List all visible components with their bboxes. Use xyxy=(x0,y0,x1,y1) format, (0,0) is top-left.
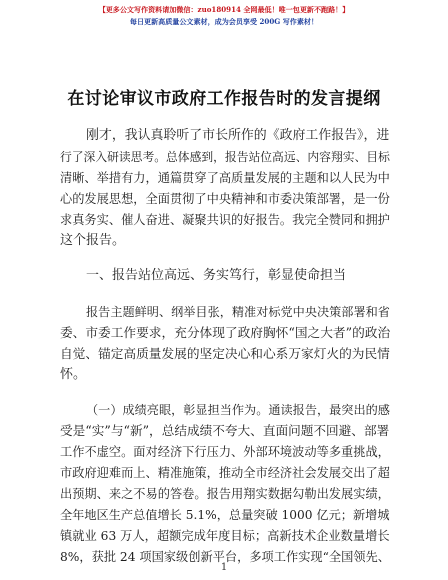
body-line: 这个报告。 xyxy=(60,233,126,248)
body-line: 求真务实、催人奋进、凝聚共识的好报告。我完全赞同和拥护 xyxy=(60,213,390,227)
body-line: 清晰、举措有力，通篇贯穿了高质量发展的主题和以人民为中 xyxy=(60,171,390,185)
body-line: 委、市委工作要求，充分体现了政府胸怀“国之大者”的政治 xyxy=(60,325,391,340)
body-line: 工作不虚空。面对经济下行压力、外部环境波动等多重挑战， xyxy=(60,445,390,459)
promo-banner-line-1: 【更多公文写作资料请加微信：zuo180914 全网最低！唯一包更新不跑路！】 xyxy=(98,5,350,14)
body-line: 8%，获批 24 项国家级创新平台，多项工作实现“全国领先、 xyxy=(60,550,390,564)
body-line: 镇就业 63 万人，超额完成年度目标；高新技术企业数量增长 xyxy=(60,529,390,543)
promo-banner-line-2: 每日更新高质量公文素材，成为会员享受 200G 写作素材！ xyxy=(129,17,319,26)
body-line: 出预期、来之不易的答卷。报告用翔实数据勾勒出发展实绩， xyxy=(60,487,390,501)
body-line: 怀。 xyxy=(60,367,87,382)
document-title: 在讨论审议市政府工作报告时的发言提纲 xyxy=(67,89,381,109)
body-line: 全年地区生产总值增长 5.1%，总量突破 1000 亿元；新增城 xyxy=(60,508,390,522)
body-line: 刚才，我认真聆听了市长所作的《政府工作报告》，进 xyxy=(86,128,390,143)
body-line: 行了深入研读思考。总体感到，报告站位高远、内容翔实、目标 xyxy=(60,150,390,164)
body-line: 报告主题鲜明、纲举目张，精准对标党中央决策部署和省 xyxy=(86,305,390,319)
body-line: 心的发展思想，全面贯彻了中央精神和市委决策部署，是一份 xyxy=(60,192,390,206)
page-number: 1 xyxy=(220,562,228,573)
body-line: 市政府迎难而上、精准施策，推动全市经济社会发展交出了超 xyxy=(60,466,390,480)
body-line: 受是“实”与“新”，总结成绩不夸大、直面问题不回避、部署 xyxy=(60,423,390,438)
section-heading: 一、报告站位高远、务实笃行，彰显使命担当 xyxy=(86,268,347,283)
body-line: （一）成绩亮眼，彰显担当作为。通读报告，最突出的感 xyxy=(86,403,390,417)
body-line: 自觉、锚定高质量发展的坚定决心和心系万家灯火的为民情 xyxy=(60,346,390,361)
